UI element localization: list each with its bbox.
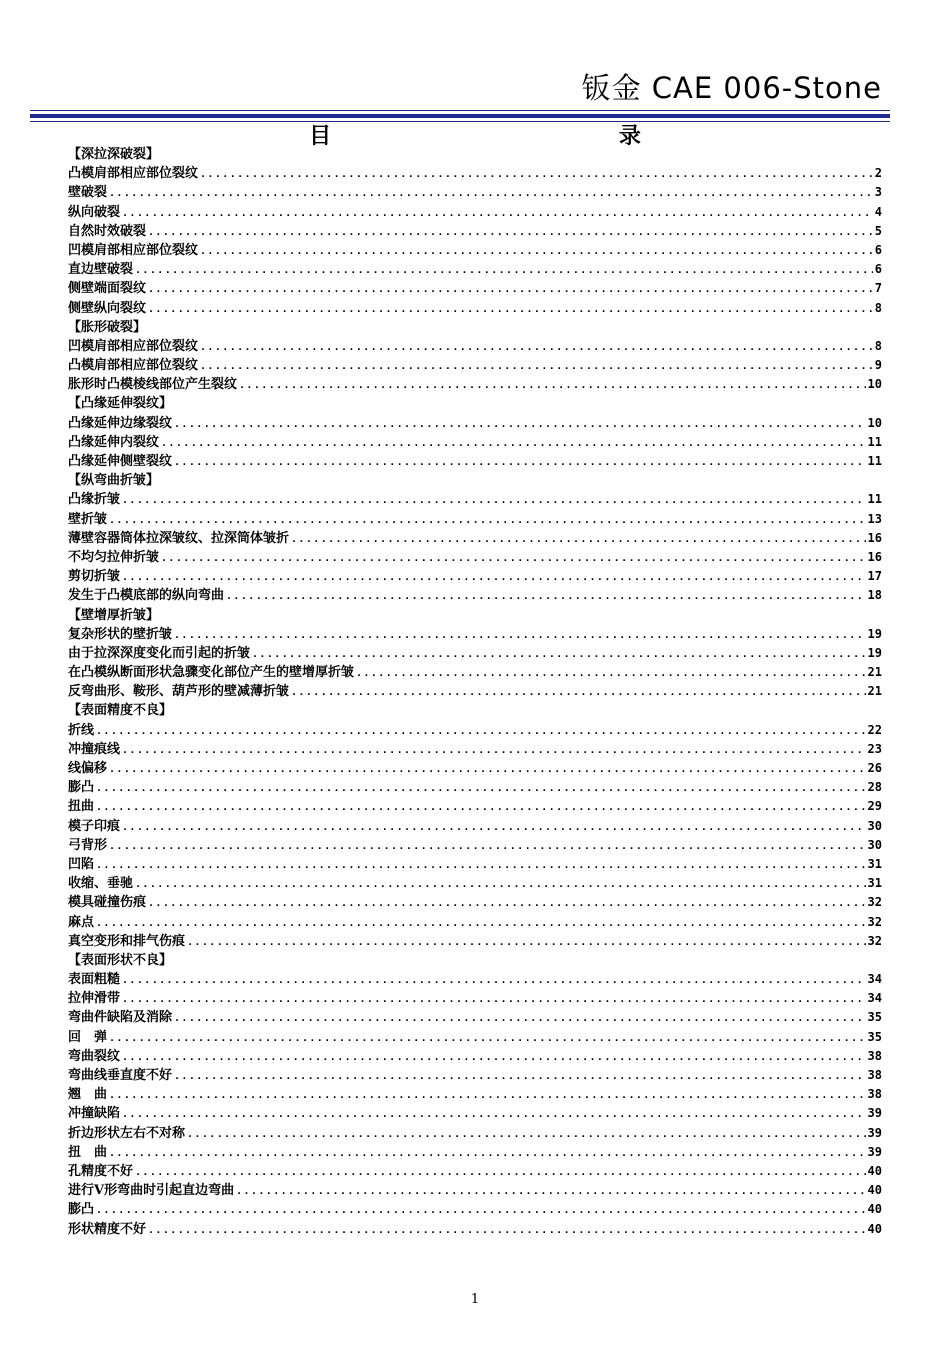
toc-entry-page-number: 21	[867, 665, 882, 680]
toc-entry-page-number: 17	[867, 569, 882, 584]
toc-dot-leader	[174, 453, 866, 472]
toc-entry-page-number: 35	[867, 1029, 882, 1044]
toc-entry[interactable]	[68, 797, 882, 816]
toc-entry-page-number: 30	[867, 837, 882, 852]
toc-dot-leader	[161, 434, 866, 453]
toc-dot-leader	[200, 338, 873, 357]
toc-section-heading	[68, 471, 882, 490]
toc-section-heading	[68, 606, 882, 625]
toc-entry[interactable]	[68, 299, 882, 318]
toc-entry-label: 膨凸	[68, 780, 95, 796]
toc-entry-label: 壁折皱	[68, 511, 108, 527]
toc-dot-leader	[122, 971, 866, 990]
toc-entry-page-number: 26	[867, 761, 882, 775]
toc-entry[interactable]	[68, 682, 882, 701]
toc-dot-leader	[148, 1221, 866, 1240]
toc-dot-leader	[356, 664, 866, 683]
toc-entry-page-number: 16	[867, 530, 882, 545]
toc-entry[interactable]	[68, 567, 882, 586]
toc-section-heading	[68, 145, 882, 164]
toc-section-heading	[68, 394, 882, 413]
toc-entry-page-number: 11	[867, 454, 882, 468]
toc-entry-page-number: 40	[867, 1202, 882, 1217]
toc-entry-page-number: 10	[867, 377, 882, 392]
toc-section-heading-label: 【表面精度不良】	[68, 703, 173, 719]
toc-entry-label: 纵向破裂	[68, 204, 121, 220]
toc-entry[interactable]	[68, 836, 882, 855]
toc-entry[interactable]	[68, 1124, 882, 1143]
toc-entry-page-number: 35	[867, 1010, 882, 1025]
toc-entry[interactable]	[68, 241, 882, 260]
toc-dot-leader	[148, 223, 873, 242]
toc-dot-leader	[291, 530, 866, 549]
toc-entry-page-number: 3	[874, 185, 882, 200]
toc-entry-page-number: 13	[867, 511, 882, 526]
toc-entry[interactable]	[68, 721, 882, 740]
toc-dot-leader	[226, 587, 866, 606]
toc-dot-leader	[122, 1048, 866, 1067]
toc-dot-leader	[252, 645, 866, 664]
toc-entry-page-number: 40	[867, 1163, 882, 1178]
toc-dot-leader	[135, 875, 866, 894]
toc-entry-page-number: 10	[867, 415, 882, 430]
toc-title: 目 录	[309, 123, 781, 149]
toc-entry-page-number: 32	[867, 914, 882, 929]
toc-entry[interactable]	[68, 164, 882, 183]
toc-entry[interactable]	[68, 1104, 882, 1123]
toc-entry[interactable]	[68, 855, 882, 874]
toc-dot-leader	[200, 165, 873, 184]
toc-dot-leader	[135, 1163, 866, 1182]
toc-entry[interactable]	[68, 452, 882, 471]
toc-entry-label: 扭 曲	[68, 1144, 108, 1160]
toc-entry-page-number: 23	[867, 741, 882, 756]
toc-entry[interactable]	[68, 337, 882, 356]
toc-entry[interactable]	[68, 433, 882, 452]
toc-entry-label: 膨凸	[68, 1202, 95, 1218]
toc-entry[interactable]	[68, 1066, 882, 1085]
toc-entry-label: 冲撞痕线	[68, 741, 121, 757]
toc-entry-label: 模子印痕	[68, 818, 121, 834]
toc-entry-label: 凸缘延伸边缘裂纹	[68, 415, 173, 431]
toc-entry[interactable]	[68, 759, 882, 778]
toc-entry-label: 壁破裂	[68, 185, 108, 201]
toc-dot-leader	[148, 280, 873, 299]
toc-entry-label: 在凸模纵断面形状急骤变化部位产生的壁增厚折皱	[68, 665, 355, 681]
toc-entry-label: 弯曲件缺陷及消除	[68, 1010, 173, 1026]
toc-section-heading-label: 【纵弯曲折皱】	[68, 473, 160, 489]
toc-section-heading	[68, 951, 882, 970]
toc-entry-label: 凸缘延伸侧壁裂纹	[68, 454, 173, 469]
toc-section-heading-label: 【壁增厚折皱】	[68, 607, 160, 623]
toc-entry-label: 进行V形弯曲时引起直边弯曲	[68, 1183, 235, 1199]
toc-dot-leader	[148, 894, 866, 913]
toc-entry-page-number: 18	[867, 588, 882, 603]
toc-entry-label: 孔精度不好	[68, 1163, 134, 1179]
table-of-contents	[68, 145, 882, 1239]
toc-entry[interactable]	[68, 625, 882, 644]
toc-entry-page-number: 39	[867, 1106, 882, 1121]
toc-entry-label: 凸模肩部相应部位裂纹	[68, 166, 199, 182]
toc-entry-page-number: 19	[867, 626, 882, 641]
toc-entry[interactable]	[68, 1008, 882, 1027]
toc-dot-leader	[174, 626, 866, 645]
toc-entry-label: 麻点	[68, 914, 95, 930]
toc-entry-label: 弓背形	[68, 837, 108, 853]
toc-entry-label: 自然时效破裂	[68, 223, 147, 239]
toc-dot-leader	[148, 300, 873, 319]
toc-entry[interactable]	[68, 644, 882, 663]
toc-dot-leader	[236, 1182, 865, 1201]
toc-entry-page-number: 11	[867, 434, 882, 449]
toc-entry-page-number: 34	[867, 972, 882, 987]
toc-entry-page-number: 7	[874, 281, 882, 296]
toc-section-heading-label: 【凸缘延伸裂纹】	[68, 396, 173, 412]
toc-entry-label: 凹模肩部相应部位裂纹	[68, 338, 199, 354]
toc-entry-label: 发生于凸模底部的纵向弯曲	[68, 588, 225, 604]
toc-entry[interactable]	[68, 279, 882, 298]
toc-entry-page-number: 30	[867, 818, 882, 833]
toc-dot-leader	[109, 1086, 866, 1105]
toc-section-heading-label: 【表面形状不良】	[68, 952, 173, 968]
toc-entry-page-number: 9	[874, 358, 882, 373]
toc-entry-label: 凹陷	[68, 856, 95, 872]
toc-entry-label: 侧壁端面裂纹	[68, 281, 147, 297]
toc-entry[interactable]	[68, 529, 882, 548]
toc-dot-leader	[122, 568, 866, 587]
toc-entry-page-number: 11	[867, 492, 882, 507]
toc-entry[interactable]	[68, 970, 882, 989]
toc-entry-page-number: 32	[867, 933, 882, 948]
toc-entry-page-number: 38	[867, 1048, 882, 1063]
toc-entry-page-number: 28	[867, 780, 882, 795]
toc-entry[interactable]	[68, 663, 882, 682]
toc-entry-label: 反弯曲形、鞍形、葫芦形的壁减薄折皱	[68, 684, 290, 700]
toc-entry-page-number: 39	[867, 1125, 882, 1140]
toc-entry[interactable]	[68, 510, 882, 529]
toc-dot-leader	[122, 1105, 866, 1124]
toc-entry[interactable]	[68, 414, 882, 433]
toc-entry-label: 表面粗糙	[68, 972, 121, 988]
toc-entry-page-number: 40	[867, 1183, 882, 1198]
toc-entry[interactable]	[68, 1047, 882, 1066]
toc-entry-label: 折边形状左右不对称	[68, 1125, 186, 1141]
toc-dot-leader	[135, 261, 873, 280]
toc-entry-page-number: 6	[874, 262, 882, 277]
toc-dot-leader	[109, 511, 866, 530]
toc-entry-label: 回 弹	[68, 1029, 108, 1045]
toc-entry-label: 胀形时凸模棱线部位产生裂纹	[68, 377, 238, 393]
toc-dot-leader	[109, 760, 866, 779]
toc-entry-page-number: 4	[874, 204, 882, 219]
toc-entry-page-number: 16	[867, 549, 882, 564]
toc-entry-label: 复杂形状的壁折皱	[68, 626, 173, 642]
toc-entry-label: 收缩、垂驰	[68, 876, 134, 892]
toc-entry[interactable]	[68, 1028, 882, 1047]
toc-entry-label: 模具碰撞伤痕	[68, 895, 147, 911]
toc-entry-page-number: 40	[867, 1221, 882, 1236]
toc-entry-label: 扭曲	[68, 799, 95, 815]
toc-section-heading-label: 【胀形破裂】	[68, 319, 147, 335]
toc-entry-label: 真空变形和排气伤痕	[68, 933, 186, 949]
toc-entry[interactable]	[68, 740, 882, 759]
toc-entry-label: 由于拉深深度变化而引起的折皱	[68, 645, 251, 661]
toc-entry-label: 直边壁破裂	[68, 262, 134, 278]
toc-entry[interactable]	[68, 913, 882, 932]
toc-section-heading-label: 【深拉深破裂】	[68, 147, 160, 162]
toc-entry-label: 弯曲裂纹	[68, 1048, 121, 1064]
toc-section-heading	[68, 701, 882, 720]
toc-entry-page-number: 2	[874, 166, 882, 181]
toc-entry-label: 侧壁纵向裂纹	[68, 300, 147, 316]
toc-entry-label: 凸模肩部相应部位裂纹	[68, 358, 199, 374]
toc-entry[interactable]	[68, 817, 882, 836]
toc-entry-page-number: 38	[867, 1068, 882, 1082]
toc-dot-leader	[174, 1067, 866, 1086]
toc-entry-page-number: 31	[867, 876, 882, 891]
toc-entry[interactable]	[68, 989, 882, 1008]
toc-entry-page-number: 8	[874, 300, 882, 315]
toc-entry-label: 冲撞缺陷	[68, 1106, 121, 1122]
toc-entry-label: 不均匀拉伸折皱	[68, 549, 160, 565]
toc-dot-leader	[122, 990, 866, 1009]
toc-entry[interactable]	[68, 490, 882, 509]
toc-entry-page-number: 34	[867, 991, 882, 1006]
toc-entry-label: 折线	[68, 722, 95, 738]
toc-entry[interactable]	[68, 1085, 882, 1104]
toc-dot-leader	[96, 722, 866, 741]
toc-dot-leader	[109, 837, 866, 856]
toc-dot-leader	[122, 491, 866, 510]
toc-dot-leader	[96, 779, 866, 798]
document-header-title: 钣金 CAE 006-Stone	[581, 71, 882, 105]
toc-entry-label: 翘 曲	[68, 1087, 108, 1103]
toc-entry-page-number: 21	[867, 684, 882, 699]
toc-dot-leader	[109, 184, 873, 203]
toc-dot-leader	[96, 914, 866, 933]
toc-entry[interactable]	[68, 183, 882, 202]
toc-dot-leader	[174, 1009, 866, 1028]
toc-entry-label: 剪切折皱	[68, 569, 121, 585]
toc-dot-leader	[187, 1125, 866, 1144]
toc-dot-leader	[122, 204, 873, 223]
toc-entry[interactable]	[68, 548, 882, 567]
toc-entry[interactable]	[68, 778, 882, 797]
toc-entry[interactable]	[68, 260, 882, 279]
toc-entry[interactable]	[68, 375, 882, 394]
toc-entry-page-number: 39	[867, 1144, 882, 1159]
toc-entry-label: 拉伸滑带	[68, 991, 121, 1007]
toc-dot-leader	[122, 741, 866, 760]
toc-dot-leader	[187, 933, 866, 952]
toc-dot-leader	[96, 798, 866, 817]
toc-entry[interactable]	[68, 356, 882, 375]
toc-entry-page-number: 31	[867, 856, 882, 871]
toc-entry-page-number: 5	[874, 223, 882, 238]
toc-entry[interactable]	[68, 222, 882, 241]
toc-entry[interactable]	[68, 1181, 882, 1200]
toc-entry-label: 凹模肩部相应部位裂纹	[68, 242, 199, 258]
toc-entry-page-number: 29	[867, 799, 882, 814]
toc-entry-label: 线偏移	[68, 761, 108, 776]
toc-entry[interactable]	[68, 893, 882, 912]
toc-dot-leader	[291, 683, 866, 702]
toc-dot-leader	[96, 856, 866, 875]
toc-entry-label: 凸缘折皱	[68, 492, 121, 508]
toc-entry-page-number: 8	[874, 338, 882, 353]
page-number: 1	[470, 1292, 480, 1307]
toc-entry[interactable]	[68, 1162, 882, 1181]
toc-entry-page-number: 22	[867, 722, 882, 737]
toc-dot-leader	[109, 1029, 866, 1048]
toc-dot-leader	[96, 1201, 866, 1220]
toc-entry-label: 弯曲线垂直度不好	[68, 1068, 173, 1083]
header-rule-thin-top	[30, 110, 890, 111]
toc-entry-page-number: 6	[874, 242, 882, 257]
toc-entry[interactable]	[68, 1220, 882, 1239]
toc-entry-label: 凸缘延伸内裂纹	[68, 434, 160, 450]
toc-entry[interactable]	[68, 1200, 882, 1219]
header-rule-thick	[30, 114, 890, 118]
toc-entry[interactable]	[68, 586, 882, 605]
toc-entry-page-number: 19	[867, 645, 882, 660]
toc-dot-leader	[200, 242, 873, 261]
toc-entry-page-number: 38	[867, 1087, 882, 1102]
toc-entry[interactable]	[68, 874, 882, 893]
toc-section-heading	[68, 318, 882, 337]
toc-dot-leader	[122, 818, 866, 837]
toc-dot-leader	[239, 376, 866, 395]
toc-dot-leader	[109, 1144, 866, 1163]
toc-dot-leader	[174, 415, 866, 434]
toc-entry-label: 薄壁容器筒体拉深皱纹、拉深筒体皱折	[68, 530, 290, 546]
toc-entry[interactable]	[68, 932, 882, 951]
toc-entry[interactable]	[68, 203, 882, 222]
toc-dot-leader	[200, 357, 873, 376]
toc-entry[interactable]	[68, 1143, 882, 1162]
toc-entry-page-number: 32	[867, 895, 882, 910]
toc-entry-label: 形状精度不好	[68, 1221, 147, 1237]
toc-dot-leader	[161, 549, 866, 568]
